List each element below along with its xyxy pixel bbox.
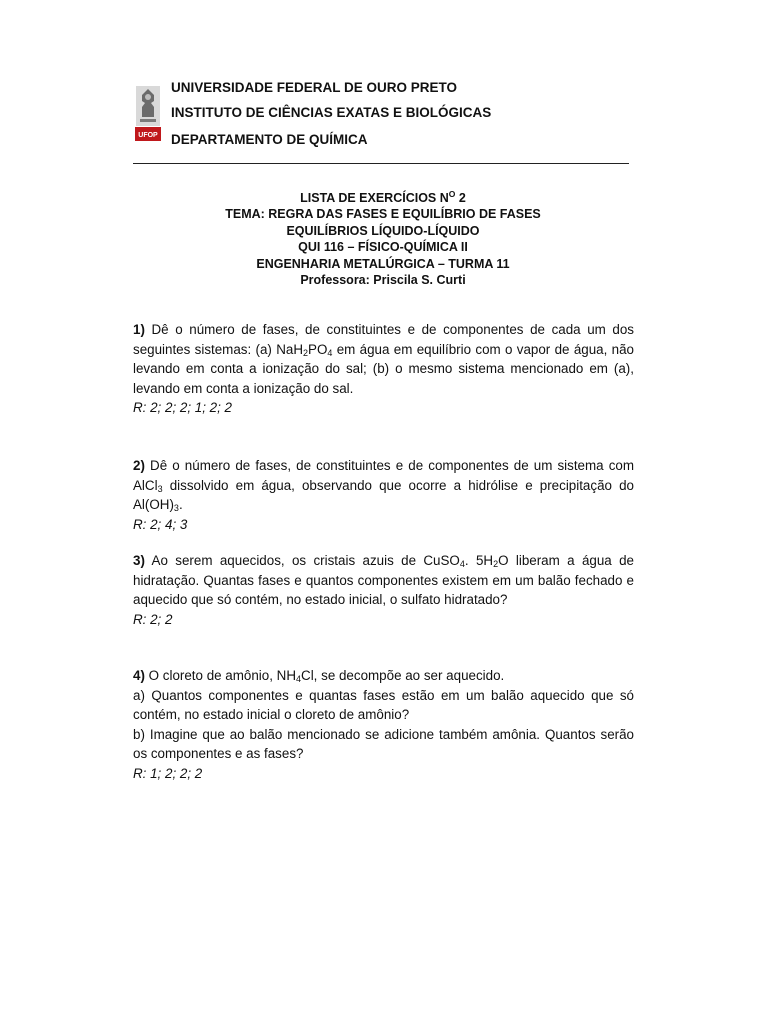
question-4-part-b: b) Imagine que ao balão mencionado se adicione também amônia. Quantos serão os componentes e as fases? <box>133 726 634 761</box>
question-2-text: 2) Dê o número de fases, de constituintes e de componentes de um sistema com AlCl$_3$ dissolvido em água, observando que ocorre a hidrólise e precipitação do $Al(OH)_3$. <box>133 458 634 513</box>
question-4-text: 4) O cloreto de amônio, $NH_4Cl$, se decompõe ao ser aquecido. <box>133 668 505 684</box>
question-2-answer: R: 2; 4; 3 <box>133 516 188 532</box>
question-3-text: 3) Ao serem aquecidos, os cristais azuis de CuSO$_4$. $5H_2O$ liberam a água de hidratação. Quantas fases e quantos componentes existem em um balão fechado e aquecido que só contém, no estado inicial, o sulfato hidratado? <box>133 553 634 607</box>
question-4-part-a: a) Quantos componentes e quantas fases estão em um balão aquecido que só contém, no estado inicial o cloreto de amônio? <box>133 687 634 722</box>
question-4-answer: R: 1; 2; 2; 2 <box>133 765 203 781</box>
program-line: ENGENHARIA METALÚRGICA – TURMA 11 <box>256 256 510 271</box>
course-line: QUI 116 – FÍSICO-QUÍMICA II <box>298 240 468 255</box>
header-divider <box>133 163 629 164</box>
department-name: DEPARTAMENTO DE QUÍMICA <box>171 132 368 147</box>
list-title: LISTA DE EXERCÍCIOS $N^O$ 2 <box>300 189 466 205</box>
ufop-logo <box>135 83 161 143</box>
question-3-answer: R: 2; 2 <box>133 611 173 627</box>
question-2 <box>133 456 634 534</box>
institute-name: INSTITUTO DE CIÊNCIAS EXATAS E BIOLÓGICAS <box>171 105 492 120</box>
university-name: UNIVERSIDADE FEDERAL DE OURO PRETO <box>171 80 458 95</box>
question-4 <box>133 666 634 783</box>
subtopic-line: EQUILÍBRIOS LÍQUIDO-LÍQUIDO <box>286 223 480 238</box>
logo-text: UFOP <box>138 132 158 139</box>
question-1 <box>133 320 634 418</box>
exercise-title-block <box>133 190 633 288</box>
question-1-answer: R: 2; 2; 2; 1; 2; 2 <box>133 400 232 415</box>
question-1-text: 1) Dê o número de fases, de constituintes e de componentes de cada um dos seguintes sistemas: (a) $NaH_2PO_4$ em água em equilíbrio com o vapor de água, não levando em conta a ionização do sal; (b) o mesmo sistema mencionado em (a), levando em conta a ionização do sal. <box>133 322 634 396</box>
professor-line: Professora: Priscila S. Curti <box>300 273 466 288</box>
question-3 <box>133 551 634 629</box>
topic-line: TEMA: REGRA DAS FASES E EQUILÍBRIO DE FASES <box>225 207 541 222</box>
